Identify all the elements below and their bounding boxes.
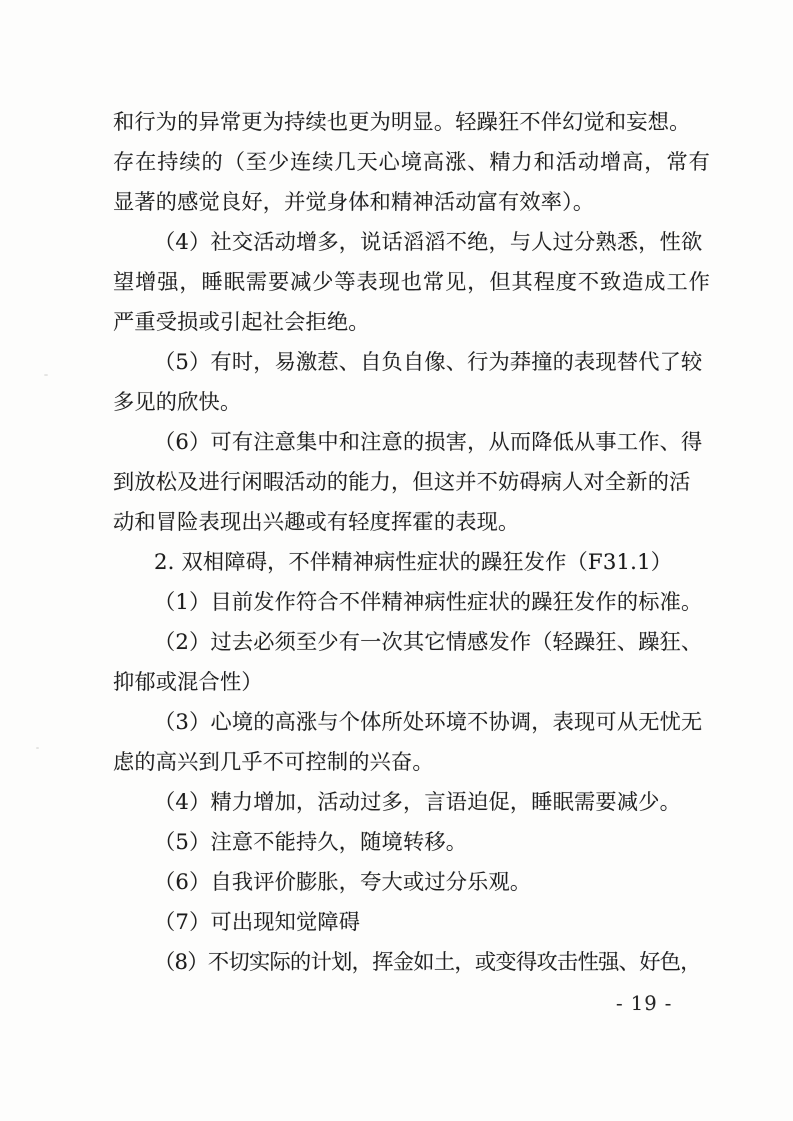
text-line: （1）目前发作符合不伴精神病性症状的躁狂发作的标准。 bbox=[154, 589, 703, 614]
criterion-item-5 bbox=[113, 342, 717, 422]
criterion-item-6 bbox=[113, 422, 717, 542]
text-line: （3）心境的高涨与个体所处环境不协调，表现可从无忧无 bbox=[154, 709, 703, 734]
text-line: （4）精力增加，活动过多，言语迫促，睡眠需要减少。 bbox=[154, 789, 681, 814]
criterion-item-4 bbox=[113, 222, 717, 342]
text-line: （5）有时，易激惹、自负自像、行为莽撞的表现替代了较 bbox=[154, 349, 703, 374]
section-heading-line: 2. 双相障碍，不伴精神病性症状的躁狂发作（F31.1） bbox=[154, 549, 673, 574]
text-line: 严重受损或引起社会拒绝。 bbox=[113, 309, 370, 334]
page-number: - 19 - bbox=[616, 992, 673, 1015]
criterion-item-4b bbox=[113, 782, 717, 822]
text-line: 显著的感觉良好，并觉身体和精神活动富有效率）。 bbox=[113, 189, 595, 214]
scan-artifact bbox=[44, 374, 48, 376]
text-line: （6）自我评价膨胀，夸大或过分乐观。 bbox=[154, 869, 532, 894]
text-line: 望增强，睡眠需要减少等表现也常见，但其程度不致造成工作 bbox=[113, 269, 711, 294]
text-line: 动和冒险表现出兴趣或有轻度挥霍的表现。 bbox=[113, 509, 520, 534]
criterion-item-2 bbox=[113, 622, 717, 702]
criterion-item-7 bbox=[113, 902, 717, 942]
text-line: 存在持续的（至少连续几天心境高涨、精力和活动增高，常有 bbox=[113, 149, 711, 174]
text-content bbox=[113, 102, 717, 982]
criterion-item-1 bbox=[113, 582, 717, 622]
criterion-item-8 bbox=[113, 942, 717, 982]
section-heading-bipolar-manic-episode bbox=[113, 542, 717, 582]
text-line: 抑郁或混合性） bbox=[113, 669, 263, 694]
criterion-item-6b bbox=[113, 862, 717, 902]
scan-artifact bbox=[36, 747, 39, 749]
text-line: （6）可有注意集中和注意的损害，从而降低从事工作、得 bbox=[154, 429, 703, 454]
text-line: 到放松及进行闲暇活动的能力，但这并不妨碍病人对全新的活 bbox=[113, 469, 691, 494]
text-line: （2）过去必须至少有一次其它情感发作（轻躁狂、躁狂、 bbox=[154, 629, 703, 654]
paragraph-hypomania-description bbox=[113, 102, 717, 222]
text-line: （4）社交活动增多，说话滔滔不绝，与人过分熟悉，性欲 bbox=[154, 229, 703, 254]
criterion-item-5b bbox=[113, 822, 717, 862]
text-line: 多见的欣快。 bbox=[113, 389, 242, 414]
text-line: （5）注意不能持久，随境转移。 bbox=[154, 829, 468, 854]
text-line: 虑的高兴到几乎不可控制的兴奋。 bbox=[113, 749, 434, 774]
text-line: 和行为的异常更为持续也更为明显。轻躁狂不伴幻觉和妄想。 bbox=[113, 109, 691, 134]
criterion-item-3 bbox=[113, 702, 717, 782]
text-line: （8）不切实际的计划，挥金如土，或变得攻击性强、好色， bbox=[154, 949, 701, 974]
text-line: （7）可出现知觉障碍 bbox=[154, 909, 361, 934]
